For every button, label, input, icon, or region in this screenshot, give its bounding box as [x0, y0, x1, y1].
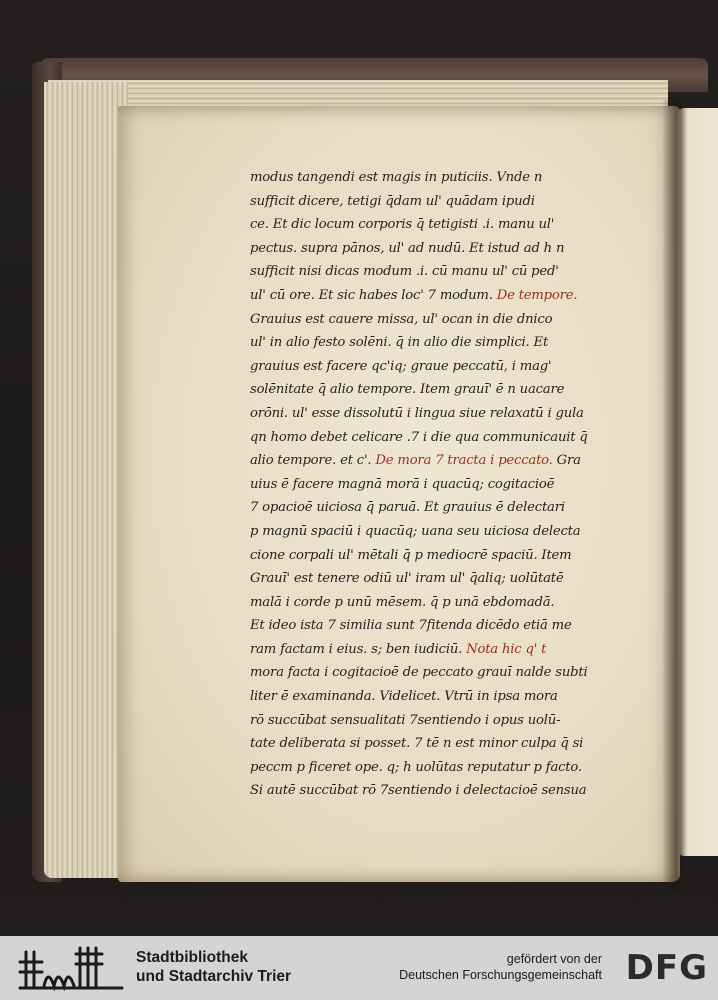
line-text: malā i corde p unū mēsem. q̄ p unā ebdomadā.: [250, 594, 555, 610]
rubric-heading: De mora 7 tracta i peccato.: [375, 453, 553, 469]
manuscript-line: [250, 591, 646, 615]
funding-caption-line2: Deutschen Forschungsgemeinschaft: [399, 968, 602, 982]
page-edges-top: [48, 80, 668, 108]
line-text: Grauī' est tenere odiū ul' iram ul' q̄aliq; uolūtatē: [250, 571, 564, 587]
manuscript-line: [250, 355, 646, 379]
manuscript-line: [250, 544, 646, 568]
manuscript-line: [250, 779, 646, 803]
line-text: p magnū spaciū i quacūq; uana seu uiciosa delecta: [250, 523, 581, 539]
manuscript-line: [250, 190, 646, 214]
line-text: pectus. supra pānos, ul' ad nudū. Et istud ad h n: [250, 240, 565, 256]
manuscript-line: [250, 308, 646, 332]
line-text: ul' in alio festo solēni. q̄ in alio die simplici. Et: [250, 335, 549, 351]
manuscript-line: [250, 378, 646, 402]
page-edges-left: [44, 82, 128, 878]
line-text: peccm p ficeret ope. q; h uolūtas reputatur p facto.: [250, 759, 582, 775]
line-text: ce. Et dic locum corporis q̄ tetigisti .i. manu ul': [250, 217, 555, 233]
manuscript-line: [250, 166, 646, 190]
library-name-line2: und Stadtarchiv Trier: [136, 968, 292, 985]
manuscript-line: [250, 331, 646, 355]
funding-caption: [399, 951, 602, 983]
funding-caption-line1: gefördert von der: [506, 952, 602, 966]
line-text: mora facta i cogitacioē de peccato grauī nalde subti: [250, 665, 588, 681]
line-text: ram factam i eius. s; ben iudiciū.: [250, 641, 463, 657]
line-text: uius ē facere magnā morā i quacūq; cogitacioē: [250, 476, 555, 492]
manuscript-line: [250, 732, 646, 756]
library-name: [136, 948, 291, 986]
manuscript-line: [250, 260, 646, 284]
line-tail: Gra: [556, 453, 581, 469]
manuscript-line: [250, 284, 646, 308]
line-text: Si autē succūbat rō 7sentiendo i delectacioē sensua: [250, 783, 587, 799]
line-text: alio tempore. et c'.: [250, 453, 372, 469]
manuscript-line: [250, 520, 646, 544]
line-text: Et ideo ista 7 similia sunt 7fitenda dicēdo etiā me: [250, 618, 572, 634]
line-text: ul' cū ore. Et sic habes loc' 7 modum.: [250, 287, 493, 303]
manuscript-line: [250, 709, 646, 733]
line-text: grauius est facere qc'iq; graue peccatū, i mag': [250, 358, 552, 374]
line-text: sufficit dicere, tetigi q̄dam ul' quādam ipudi: [250, 193, 535, 209]
manuscript-line: [250, 685, 646, 709]
line-text: liter ē examinanda. Videlicet. Vtrū in ipsa mora: [250, 689, 558, 705]
manuscript-text-block: [250, 166, 646, 803]
line-text: orōni. ul' esse dissolutū i lingua siue relaxatū i gula: [250, 405, 584, 421]
manuscript-line: [250, 449, 646, 473]
manuscript-line: [250, 426, 646, 450]
dfg-logo: DFG: [625, 948, 708, 988]
line-text: Grauius est cauere missa, ul' ocan in die dnico: [250, 311, 553, 327]
line-text: sufficit nisi dicas modum .i. cū manu ul' cū ped': [250, 264, 559, 280]
line-text: modus tangendi est magis in puticiis. Vnde n: [250, 170, 543, 185]
manuscript-line: [250, 237, 646, 261]
manuscript-line: [250, 402, 646, 426]
line-text: solēnitate q̄ alio tempore. Item grauī' ē n uacare: [250, 382, 565, 398]
manuscript-line: [250, 473, 646, 497]
line-text: cione corpali ul' mētali q̄ p mediocrē spaciū. Item: [250, 547, 572, 563]
manuscript-line: [250, 614, 646, 638]
line-text: 7 opacioē uiciosa q̄ paruā. Et grauius ē delectari: [250, 500, 565, 516]
manuscript-line: [250, 661, 646, 685]
rubric-heading: De tempore.: [496, 287, 578, 303]
manuscript-line: [250, 638, 646, 662]
manuscript-line: [250, 756, 646, 780]
library-name-line1: Stadtbibliothek: [136, 949, 248, 966]
line-text: tate deliberata si posset. 7 tē n est minor culpa q̄ si: [250, 736, 584, 752]
spine-shadow: [662, 100, 686, 890]
manuscript-line: [250, 496, 646, 520]
rubric-heading: Nota hic q' t: [466, 641, 547, 657]
footer-bar: [0, 936, 718, 1000]
manuscript-line: [250, 213, 646, 237]
stadtbibliothek-trier-logo-icon: [18, 942, 124, 994]
manuscript-line: [250, 567, 646, 591]
line-text: rō succūbat sensualitati 7sentiendo i opus uolū-: [250, 712, 561, 728]
line-text: qn homo debet celicare .7 i die qua communicauit q̄: [250, 429, 588, 445]
